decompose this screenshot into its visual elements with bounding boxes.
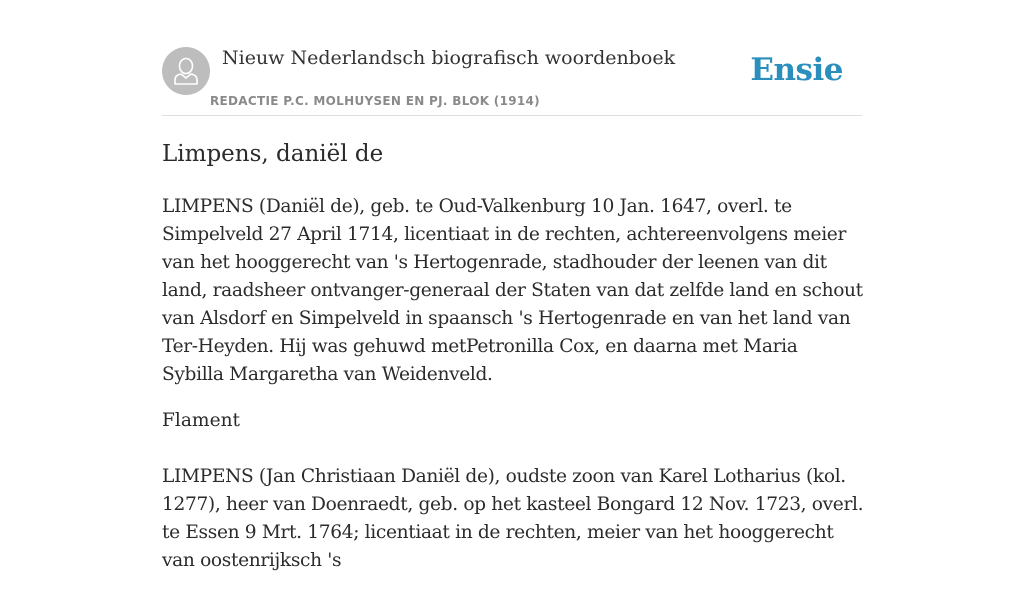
entry-paragraph: LIMPENS (Jan Christiaan Daniël de), oudste zoon van Karel Lotharius (kol. 1277), heer van Doenraedt, geb. op het kasteel Bongard 12 Nov. 1723, overl. te Essen 9 Mrt. 1764; licentiaat in de rechten, meier van het hooggerecht van oostenrijksch 's xyxy=(162,466,864,571)
source-header xyxy=(162,44,862,116)
ensie-logo[interactable]: Ensie xyxy=(750,52,843,88)
entry-paragraph: LIMPENS (Daniël de), geb. te Oud-Valkenburg 10 Jan. 1647, overl. te Simpelveld 27 April 1714, licentiaat in de rechten, achtereenvolgens meier van het hooggerecht van 's Hertogenrade, stadhouder der leenen van dit land, raadsheer ontvanger-generaal der Staten van dat zelfde land en schout van Alsdorf en Simpelveld in spaansch 's Hertogenrade en van het land van Ter-Heyden. Hij was gehuwd metPetronilla Cox, en daarna met Maria Sybilla Margaretha van Weidenveld. xyxy=(162,196,863,385)
editors-line: REDACTIE P.C. MOLHUYSEN EN PJ. BLOK (1914) xyxy=(210,94,540,108)
source-avatar xyxy=(162,47,210,95)
article xyxy=(162,138,864,593)
entry-title: Limpens, daniël de xyxy=(162,141,384,167)
user-icon xyxy=(173,56,199,86)
entry-author: Flament xyxy=(162,410,241,431)
book-title[interactable]: Nieuw Nederlandsch biografisch woordenboek xyxy=(222,47,676,69)
